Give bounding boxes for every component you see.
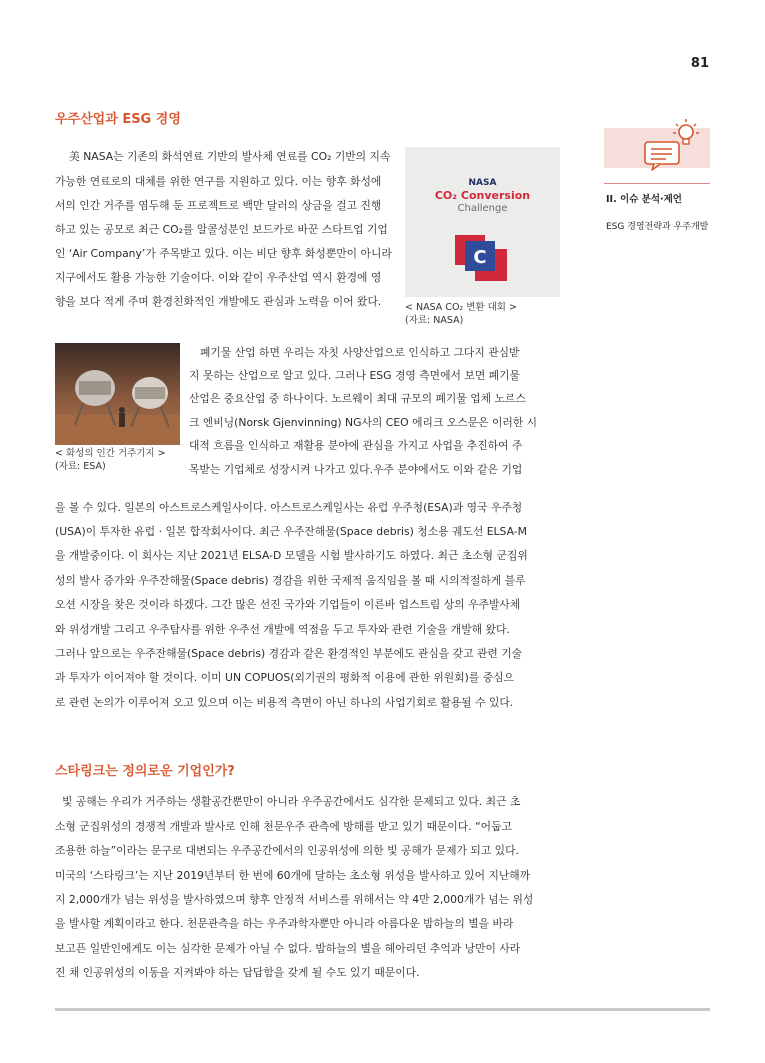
- figure-caption-source: (자료: NASA): [405, 314, 464, 326]
- paragraph-line: 美 NASA는 기존의 화석연료 기반의 발사체 연료를 CO₂ 기반의 지속: [69, 150, 391, 163]
- figure-caption: [55, 448, 166, 474]
- paragraph-line: 진 채 인공위성의 이동을 지켜봐야 하는 답답함을 갖게 될 수도 있기 때문이다.: [55, 966, 420, 979]
- paragraph-line: 과 투자가 이어져야 할 것이다. 이미 UN COPUOS(외기권의 평화적 이용에 관한 위원회)를 중심으: [55, 671, 515, 684]
- paragraph-line: 하고 있는 공모로 최근 CO₂를 알콜성분인 보드카로 바꾼 스타트업 기업: [55, 223, 388, 236]
- paragraph-line: 지구에서도 활용 가능한 기술이다. 이와 같이 우주산업 역시 환경에 영: [55, 271, 382, 284]
- paragraph-line: 보고픈 일반인에게도 이는 심각한 문제가 아닐 수 없다. 밤하늘의 별을 헤아리던 추억과 낭만이 사라: [55, 942, 521, 955]
- footer-divider: [55, 1008, 710, 1011]
- figure-caption-source: (자료: ESA): [55, 460, 106, 472]
- page-number: 81: [690, 56, 709, 71]
- paragraph-line: 향을 보다 적게 주며 환경친화적인 개발에도 관심과 노력을 이어 왔다.: [55, 295, 382, 308]
- paragraph-line: 빛 공해는 우리가 거주하는 생활공간뿐만이 아니라 우주공간에서도 심각한 문제되고 있다. 최근 초: [62, 795, 521, 808]
- paragraph-line: 지 못하는 산업으로 알고 있다. 그러나 ESG 경영 측면에서 보면 폐기물: [189, 369, 520, 382]
- section-title-starlink: 스타링크는 정의로운 기업인가?: [55, 764, 235, 779]
- paragraph-line: 을 개발중이다. 이 회사는 지난 2021년 ELSA-D 모델을 시험 발사하기도 하였다. 최근 초소형 군집위: [55, 549, 528, 562]
- idea-speech-icon: [642, 116, 704, 172]
- mars-habitat-image: [55, 343, 180, 445]
- paragraph-line: 로 관련 논의가 이루어져 오고 있으며 이는 비용적 측면이 아닌 하나의 사업기회로 활용될 수 있다.: [55, 696, 514, 709]
- paragraph-line: 인 ‘Air Company’가 주목받고 있다. 이는 비단 향후 화성뿐만이 아니라: [55, 247, 392, 260]
- paragraph-line: 을 발사할 계획이라고 한다. 천문관측을 하는 우주과학자뿐만 아니라 아름다운 밤하늘의 별을 바라: [55, 917, 514, 930]
- paragraph-line: 산업은 중요산업 중 하나이다. 노르웨이 최대 규모의 폐기물 업체 노르스: [189, 392, 526, 405]
- paragraph-line: 폐기물 산업 하면 우리는 자칫 사양산업으로 인식하고 그다지 관심받: [200, 346, 520, 359]
- nasa-challenge-image: [405, 147, 560, 297]
- paragraph-line: 오션 시장을 찾은 것이라 하겠다. 그간 많은 선진 국가와 기업들이 이른바 업스트림 상의 우주발사체: [55, 598, 521, 611]
- sidebar-section-title: II. 이슈 분석·제언: [606, 194, 682, 205]
- paragraph-line: 성의 발사 증가와 우주잔해물(Space debris) 경감을 위한 국제적 움직임을 볼 때 시의적절하게 블루: [55, 574, 526, 587]
- paragraph-line: 조용한 하늘”이라는 문구로 대변되는 우주공간에서의 인공위성에 의한 빛 공해가 문제가 되고 있다.: [55, 844, 519, 857]
- paragraph-line: 서의 인간 거주를 염두해 둔 프로젝트로 백만 달러의 상금을 걸고 진행: [55, 199, 382, 212]
- section-title-esg: 우주산업과 ESG 경영: [55, 112, 181, 127]
- nasa-logo-text: CO₂ Conversion: [434, 189, 531, 202]
- badge-letter: C: [473, 247, 487, 268]
- paragraph-line: (USA)이 투자한 유럽 · 일본 합작회사이다. 최근 우주잔해물(Space debris) 청소용 궤도선 ELSA-M: [55, 525, 527, 538]
- paragraph-line: 미국의 ‘스타링크’는 지난 2019년부터 한 번에 60개에 달하는 초소형 위성을 발사하고 있어 지난해까: [55, 869, 531, 882]
- sidebar-subtitle: ESG 경영전략과 우주개발: [606, 222, 709, 232]
- nasa-logo-text: Challenge: [457, 203, 508, 214]
- paragraph-line: 대적 흐름을 인식하고 재활용 분야에 관심을 가지고 사업을 추진하여 주: [189, 439, 523, 452]
- figure-caption-title: < 화성의 인간 거주기지 >: [55, 448, 166, 459]
- paragraph-line: 소형 군집위성의 경쟁적 개발과 발사로 인해 천문우주 관측에 방해를 받고 있기 때문이다. “어둡고: [55, 820, 512, 833]
- paragraph-line: 지 2,000개가 넘는 위성을 발사하였으며 향후 안정적 서비스를 위해서는 약 4만 2,000개가 넘는 위성: [55, 893, 534, 906]
- paragraph-line: 그러나 앞으로는 우주잔해물(Space debris) 경감과 같은 환경적인 부분에도 관심을 갖고 관련 기술: [55, 647, 523, 660]
- figure-caption-title: < NASA CO₂ 변환 대회 >: [405, 302, 517, 313]
- paragraph-line: 와 위성개발 그리고 우주탐사를 위한 우주선 개발에 역점을 두고 투자와 관련 기술을 개발해 왔다.: [55, 623, 510, 636]
- sidebar-divider: [604, 183, 710, 184]
- paragraph-line: 크 엔비닝(Norsk Gjenvinning) NG사의 CEO 에리크 오스문은 이러한 시: [189, 416, 538, 429]
- co2-challenge-badge-icon: [455, 227, 511, 283]
- figure-caption: [405, 302, 517, 328]
- nasa-logo-text: NASA: [468, 178, 497, 188]
- paragraph-line: 목받는 기업체로 성장시켜 나가고 있다.우주 분야에서도 이와 같은 기업: [189, 463, 523, 476]
- paragraph-line: 가능한 연료로의 대체를 위한 연구를 지원하고 있다. 이는 향후 화성에: [55, 175, 382, 188]
- paragraph-line: 을 볼 수 있다. 일본의 아스트로스케일사이다. 아스트로스케일사는 유럽 우주청(ESA)과 영국 우주청: [55, 501, 523, 514]
